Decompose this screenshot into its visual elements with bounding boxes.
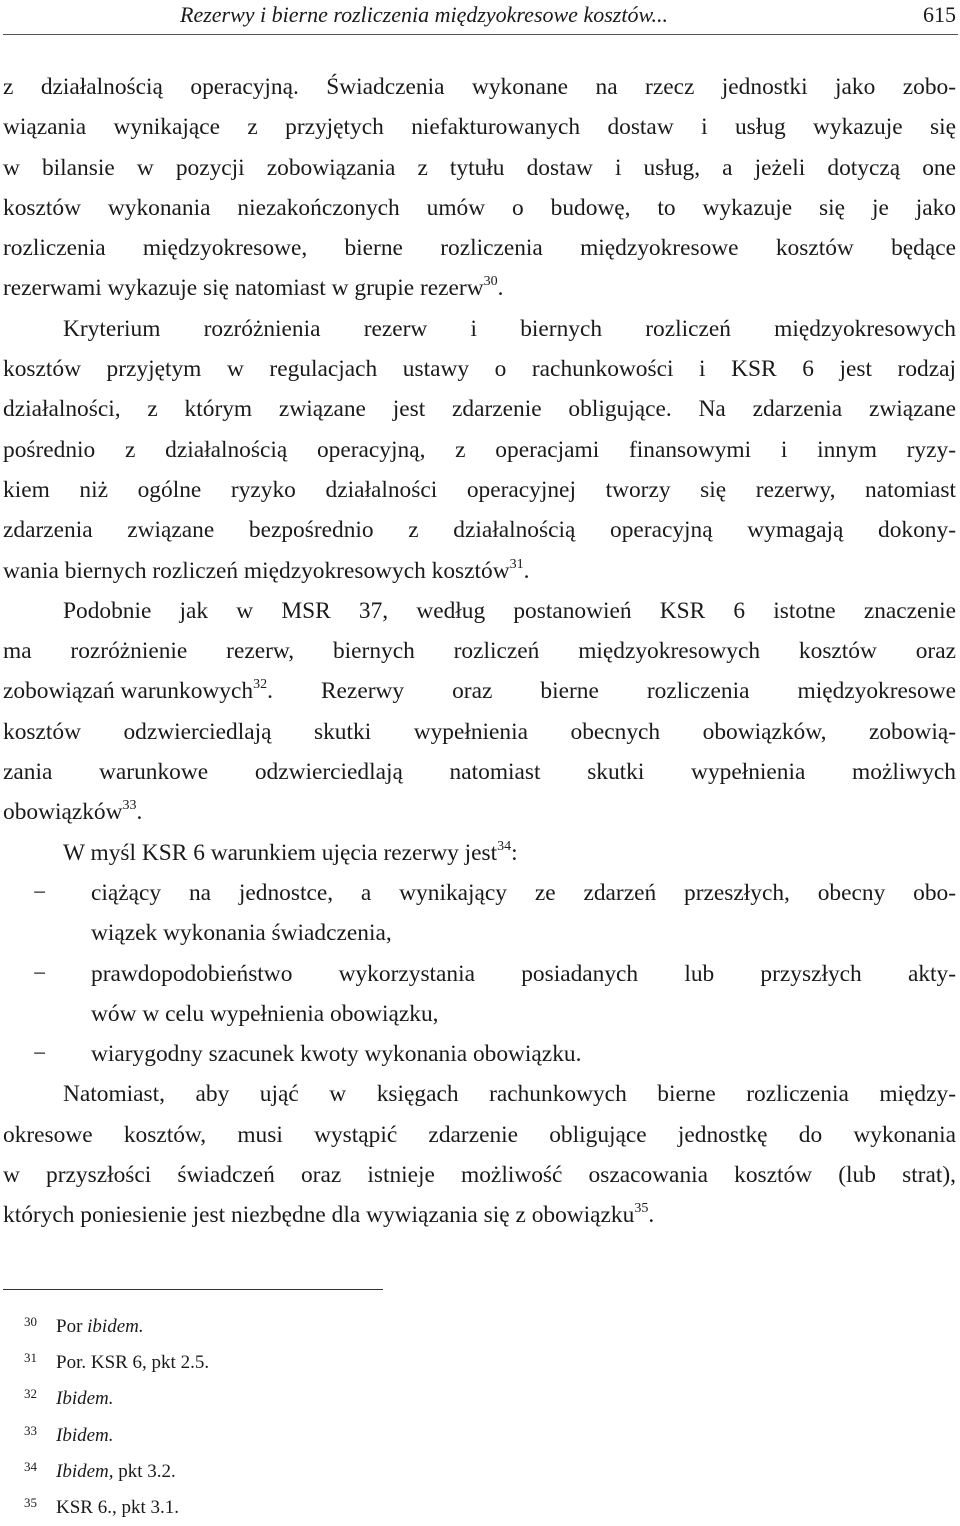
- paragraph-1: [3, 67, 956, 309]
- text-line: zania warunkowe odzwierciedlają natomiast skutki wypełnienia możliwych: [3, 759, 956, 786]
- text-segment: których poniesienie jest niezbędne dla wywiązania się z obowiązku: [3, 1202, 635, 1229]
- list-item-continuation: wów w celu wypełnienia obowiązku,: [91, 1000, 439, 1027]
- footnote-ref: 30: [483, 274, 498, 290]
- footnote-number: 35: [24, 1494, 37, 1510]
- footnote-number: 30: [24, 1314, 37, 1329]
- text-segment: W myśl KSR 6 warunkiem ujęcia rezerwy jest: [63, 839, 498, 866]
- text-segment: ibidem.: [87, 1316, 144, 1337]
- footnote-ref: 34: [497, 838, 512, 854]
- footnote-separator: [3, 1289, 383, 1290]
- list-item-text: wiarygodny szacunek kwoty wykonania obowiązku.: [91, 1041, 582, 1068]
- list-item-text: prawdopodobieństwo wykorzystania posiadanych lub przyszłych akty-: [91, 960, 956, 987]
- text-line: działalności, z którym związane jest zdarzenie obligujące. Na zdarzenia związane: [3, 396, 956, 423]
- dash-marker: −: [33, 879, 47, 906]
- text-line: Natomiast, aby ująć w księgach rachunkowych bierne rozliczenia między-: [63, 1081, 956, 1108]
- condition-list: [3, 873, 956, 1074]
- text-line: Kryterium rozróżnienia rezerw i biernych rozliczeń międzyokresowych: [63, 315, 956, 342]
- footnote-ref: 35: [634, 1201, 649, 1217]
- text-segment: .: [523, 557, 530, 584]
- text-segment: Ibidem,: [56, 1460, 114, 1482]
- text-line: [3, 792, 956, 832]
- footnote-ref: 32: [253, 677, 268, 693]
- text-line: wiązania wynikające z przyjętych niefakturowanych dostaw i usług wykazuje się: [3, 114, 956, 141]
- footnote-text: [56, 1309, 144, 1345]
- footnote-text: [56, 1418, 114, 1454]
- text-line: pośrednio z działalnością operacyjną, z operacjami finansowymi i innym ryzy-: [3, 436, 956, 463]
- footnote: [24, 1381, 724, 1417]
- footnote: [24, 1309, 724, 1345]
- text-line: Podobnie jak w MSR 37, według postanowień KSR 6 istotne znaczenie: [63, 597, 956, 624]
- text-line: rozliczenia międzyokresowe, bierne rozliczenia międzyokresowe kosztów będące: [3, 235, 956, 262]
- text-line: w przyszłości świadczeń oraz istnieje możliwość oszacowania kosztów (lub strat),: [3, 1162, 956, 1189]
- paragraph-3: [3, 591, 956, 833]
- text-segment: Por: [56, 1316, 88, 1337]
- running-header: [0, 0, 960, 36]
- text-line: [3, 833, 956, 873]
- list-item-text: ciążący na jednostce, a wynikający ze zdarzeń przeszłych, obecny obo-: [91, 879, 956, 906]
- dash-marker: −: [33, 1041, 47, 1068]
- text-line: [3, 551, 956, 591]
- footnote-ref: 31: [509, 556, 524, 572]
- text-line: [3, 671, 956, 711]
- text-line: kiem niż ogólne ryzyko działalności operacyjnej tworzy się rezerwy, natomiast: [3, 476, 956, 503]
- text-line: w bilansie w pozycji zobowiązania z tytułu dostaw i usług, a jeżeli dotyczą one: [3, 154, 956, 181]
- page-number: 615: [923, 2, 956, 27]
- footnote-text: [56, 1454, 176, 1490]
- footnote-number: 32: [24, 1386, 37, 1402]
- paragraph-2: [3, 309, 956, 591]
- header-rule: [3, 34, 958, 35]
- text-segment: :: [511, 839, 518, 866]
- running-title: Rezerwy i bierne rozliczenia międzyokresowe kosztów...: [180, 2, 668, 27]
- text-segment: wania biernych rozliczeń międzyokresowych kosztów: [3, 557, 510, 584]
- footnote-number: 34: [24, 1458, 37, 1474]
- text-line: [3, 268, 956, 308]
- footnote-text: [56, 1381, 114, 1417]
- footnote-number: 33: [24, 1422, 37, 1438]
- text-segment: obowiązków: [3, 799, 123, 826]
- text-line: kosztów przyjętym w regulacjach ustawy o rachunkowości i KSR 6 jest rodzaj: [3, 356, 956, 383]
- text-segment: . Rezerwy oraz bierne rozliczenia międzyokresowe: [267, 678, 956, 705]
- text-segment: Ibidem.: [56, 1388, 114, 1410]
- footnotes: [24, 1309, 724, 1526]
- main-text: [3, 67, 956, 1236]
- footnote-number: 31: [24, 1350, 37, 1366]
- text-line: kosztów wykonania niezakończonych umów o budowę, to wykazuje się je jako: [3, 194, 956, 221]
- footnote-ref: 33: [122, 798, 137, 814]
- text-segment: .: [648, 1202, 655, 1229]
- footnote-text: [56, 1345, 209, 1381]
- footnote: [24, 1418, 724, 1454]
- text-segment: .: [497, 275, 504, 302]
- text-segment: zobowiązań warunkowych: [3, 678, 254, 705]
- text-segment: [3, 671, 267, 711]
- text-line: okresowe kosztów, musi wystąpić zdarzenie obligujące jednostkę do wykonania: [3, 1121, 956, 1148]
- list-item: [3, 873, 956, 913]
- footnote-text: [56, 1490, 179, 1526]
- footnote: [24, 1454, 724, 1490]
- list-item: [3, 1034, 956, 1074]
- dash-marker: −: [33, 960, 47, 987]
- footnote: [24, 1490, 724, 1526]
- footnote: [24, 1345, 724, 1381]
- text-line: kosztów odzwierciedlają skutki wypełnienia obecnych obowiązków, zobowią-: [3, 718, 956, 745]
- text-line: z działalnością operacyjną. Świadczenia wykonane na rzecz jednostki jako zobo-: [3, 74, 956, 100]
- text-segment: KSR 6., pkt 3.1.: [56, 1496, 179, 1518]
- paragraph-5: [3, 1074, 956, 1235]
- list-item-continuation: wiązek wykonania świadczenia,: [91, 920, 392, 947]
- text-segment: Ibidem.: [56, 1424, 114, 1446]
- text-segment: Por. KSR 6, pkt 2.5.: [56, 1352, 210, 1374]
- list-item: [3, 954, 956, 994]
- text-segment: pkt 3.2.: [113, 1460, 176, 1482]
- text-line: ma rozróżnienie rezerw, biernych rozliczeń międzyokresowych kosztów oraz: [3, 638, 956, 665]
- text-line: [3, 1195, 956, 1235]
- text-segment: rezerwami wykazuje się natomiast w grupie rezerw: [3, 275, 484, 302]
- text-line: zdarzenia związane bezpośrednio z działalnością operacyjną wymagają dokony-: [3, 517, 956, 544]
- paragraph-4: [3, 833, 956, 1075]
- text-segment: .: [136, 799, 143, 826]
